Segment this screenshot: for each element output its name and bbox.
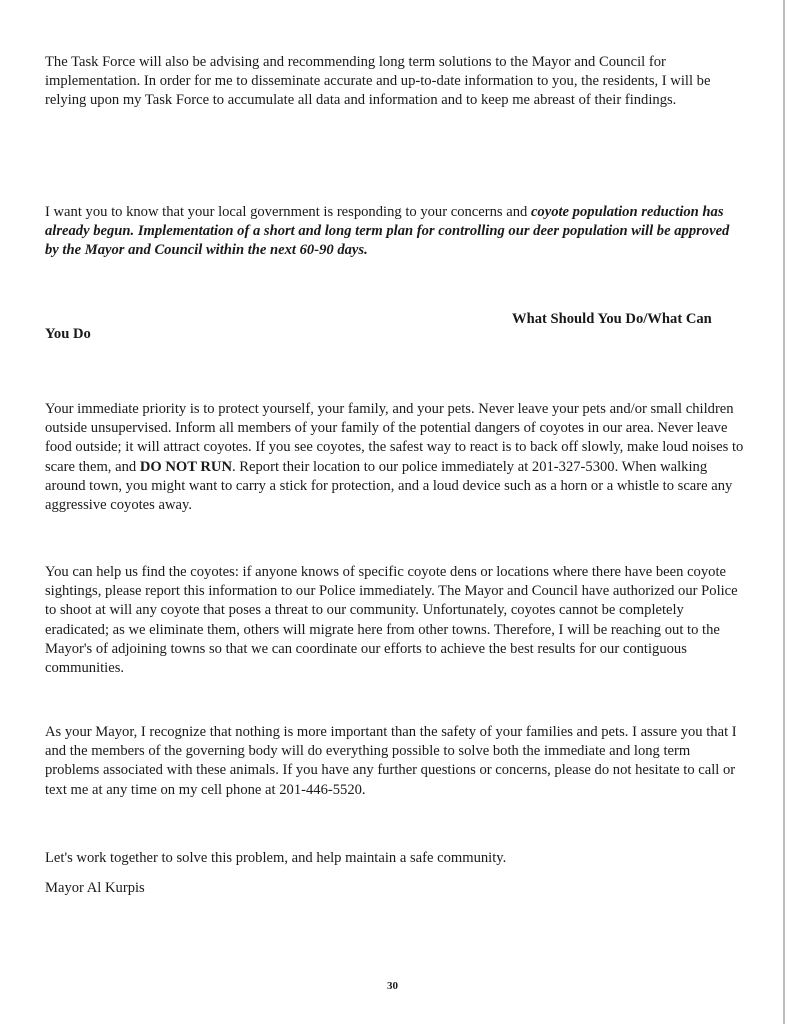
section-heading-part2: You Do [45, 326, 91, 342]
paragraph-task-force [45, 53, 745, 111]
paragraph-task-force-text: The Task Force will also be advising and recommending long term solutions to the Mayor and Council for implementation. In order for me to disseminate accurate and up-to-date information to you, the residents, I will be relying upon my Task Force to accumulate all data and information and to keep me abreast of their findings. [45, 54, 711, 109]
paragraph-immediate-priority [45, 400, 745, 515]
paragraph-government-response [45, 203, 745, 261]
do-not-run-emphasis: DO NOT RUN [139, 458, 232, 475]
page-edge-line [783, 0, 785, 1024]
paragraph-help-text: You can help us find the coyotes: if anyone knows of specific coyote dens or locations where there have been coyote sightings, please report this information to our Police immediately. The Mayor and Council have authorized our Police to shoot at will any coyote that poses a threat to our community. Unfortunately, coyotes cannot be completely eradicated; as we eliminate them, others will migrate here from other towns. Therefore, I will be reaching out to the Mayor's of adjoining towns so that we can coordinate our efforts to achieve the best results for our contiguous communities. [45, 564, 738, 677]
paragraph-assurance-text: As your Mayor, I recognize that nothing is more important than the safety of your families and pets. I assure you that I and the members of the governing body will do everything possible to solve both the immediate and long term problems associated with these animals. If you have any further questions or concerns, please do not hesitate to call or text me at any time on my cell phone at 201-446-5520. [45, 724, 737, 798]
paragraph-closing-text: Let's work together to solve this problem, and help maintain a safe community. [45, 850, 507, 866]
page-number: 30 [387, 980, 398, 992]
paragraph-closing [45, 849, 745, 868]
section-heading-part1: What Should You Do/What Can [512, 311, 712, 327]
paragraph-government-emphasis: coyote population reduction has already begun. Implementation of a short and long term plan for controlling our deer population will be approved by the Mayor and Council within the next 60-90 days. [45, 204, 730, 259]
paragraph-priority-tail: . Report their location to our police immediately at 201-327-5300. When walking around town, you might want to carry a stick for protection, and a loud device such as a horn or a whistle to scare any aggressive coyotes away. [45, 458, 733, 514]
signature: Mayor Al Kurpis [45, 880, 145, 896]
paragraph-priority-lead: Your immediate priority is to protect yourself, your family, and your pets. Never leave your pets and/or small children outside unsupervised. Inform all members of your family of the potential dangers of coyotes in our area. Never leave food outside; it will attract coyotes. If you see coyotes, the safest way to react is to back off slowly, make loud noises to scare them, and [45, 401, 744, 475]
paragraph-government-lead: I want you to know that your local government is responding to your concerns and [45, 204, 531, 220]
paragraph-mayor-assurance [45, 723, 745, 800]
paragraph-help-find-coyotes [45, 563, 745, 678]
